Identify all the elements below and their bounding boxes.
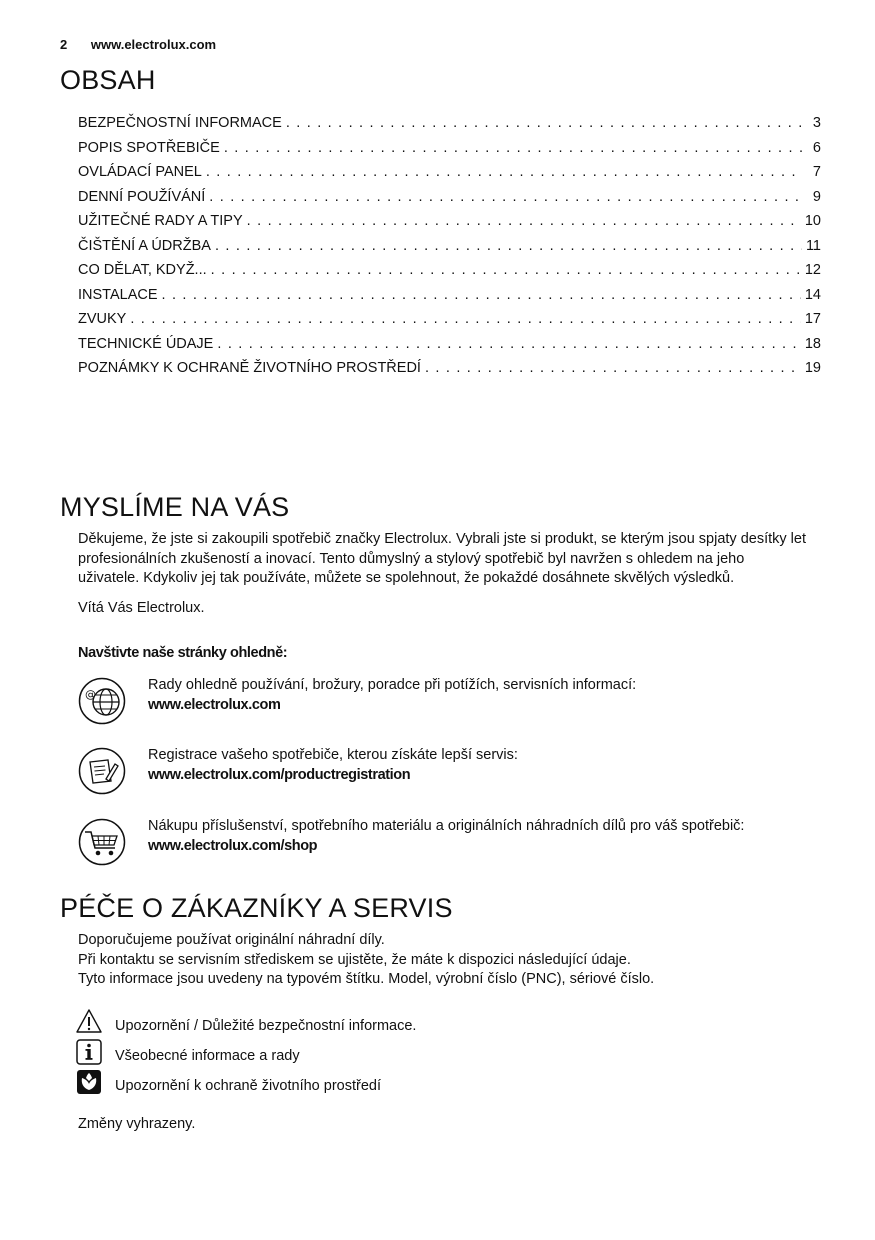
warning-icon bbox=[76, 1008, 102, 1034]
environment-icon bbox=[76, 1069, 102, 1095]
service-link[interactable]: www.electrolux.com/productregistration bbox=[148, 766, 411, 783]
section-title-thinking: MYSLÍME NA VÁS bbox=[60, 492, 290, 522]
registration-icon bbox=[78, 747, 126, 795]
website-link[interactable]: www.electrolux.com bbox=[90, 37, 217, 52]
toc-item[interactable]: OVLÁDACÍ PANEL . . . 7 bbox=[78, 164, 821, 189]
note-warning-text: Upozornění / Důležité bezpečnostní informace. bbox=[115, 1018, 417, 1034]
service-item: Rady ohledně používání, brožury, poradce při potížích, servisních informací: www.electrolux.com bbox=[148, 676, 636, 715]
toc-item[interactable]: INSTALACE . . . 14 bbox=[78, 287, 821, 312]
service-link[interactable]: www.electrolux.com/shop bbox=[148, 837, 318, 854]
note-environment-text: Upozornění k ochraně životního prostředí bbox=[115, 1078, 381, 1094]
visit-heading: Navštivte naše stránky ohledně: bbox=[78, 645, 288, 661]
info-icon bbox=[76, 1039, 102, 1065]
toc-item[interactable]: ZVUKY . . . 17 bbox=[78, 311, 821, 336]
svg-text:@: @ bbox=[85, 688, 96, 701]
page-header bbox=[60, 37, 216, 52]
service-item: Registrace vašeho spotřebiče, kterou získáte lepší servis: www.electrolux.com/productregistration bbox=[148, 746, 518, 785]
note-info-text: Všeobecné informace a rady bbox=[115, 1048, 300, 1064]
toc-item[interactable]: ČIŠTĚNÍ A ÚDRŽBA . . . 11 bbox=[78, 238, 821, 263]
shopping-cart-icon bbox=[78, 818, 126, 866]
toc-item[interactable]: UŽITEČNÉ RADY A TIPY . . . 10 bbox=[78, 213, 821, 238]
service-link[interactable]: www.electrolux.com bbox=[148, 696, 281, 713]
intro-paragraph: Děkujeme, že jste si zakoupili spotřebič značky Electrolux. Vybrali jste si produkt, se kterým jsou spjaty desítky let profesionálních zkušeností a inovací. Tento důmyslný a stylový spotřebič byl navržen s ohledem na jeho uživatele. Kdykoliv jej tak používáte, můžete se spolehnout, že pokaždé dosáhnete skvělých výsledků. bbox=[78, 531, 806, 586]
care-paragraph: Doporučujeme používat originální náhradní díly. Při kontaktu se servisním střediskem se ujistěte, že máte k dispozici následující údaje. Tyto informace jsou uvedeny na typovém štítku. Model, výrobní číslo (PNC), sériové číslo. bbox=[78, 932, 655, 987]
globe-icon bbox=[78, 677, 126, 725]
section-title-care: PÉČE O ZÁKAZNÍKY A SERVIS bbox=[60, 893, 453, 923]
service-item: Nákupu příslušenství, spotřebního materiálu a originálních náhradních dílů pro váš spotřebič: www.electrolux.com/shop bbox=[148, 817, 744, 856]
toc-title: OBSAH bbox=[60, 65, 156, 95]
toc-item[interactable]: BEZPEČNOSTNÍ INFORMACE . . . 3 bbox=[78, 115, 821, 140]
toc-item[interactable]: CO DĚLAT, KDYŽ... . . . 12 bbox=[78, 262, 821, 287]
toc-item[interactable]: POPIS SPOTŘEBIČE . . . 6 bbox=[78, 140, 821, 165]
table-of-contents bbox=[78, 115, 821, 385]
greeting: Vítá Vás Electrolux. bbox=[78, 600, 205, 616]
toc-item[interactable]: POZNÁMKY K OCHRANĚ ŽIVOTNÍHO PROSTŘEDÍ . . . 19 bbox=[78, 360, 821, 385]
toc-item[interactable]: TECHNICKÉ ÚDAJE . . . 18 bbox=[78, 336, 821, 361]
page-number: 2 bbox=[60, 37, 68, 52]
footer-note: Změny vyhrazeny. bbox=[78, 1116, 196, 1132]
toc-item[interactable]: DENNÍ POUŽÍVÁNÍ . . . 9 bbox=[78, 189, 821, 214]
